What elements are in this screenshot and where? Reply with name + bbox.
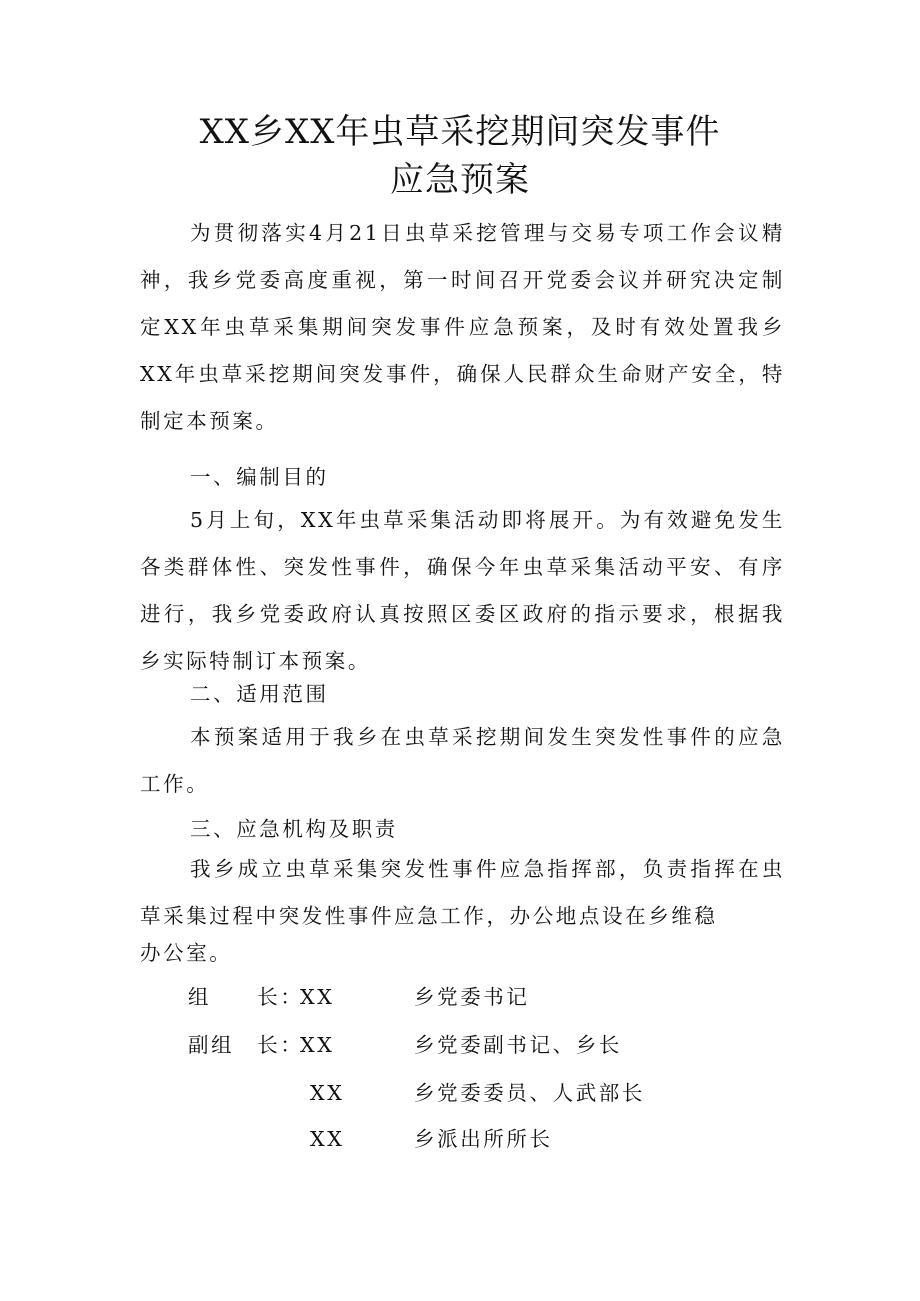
- section2-heading: 二、适用范围: [190, 682, 329, 706]
- member-name: XX: [310, 1081, 345, 1105]
- document-title-line1: XX乡XX年虫草采挖期间突发事件: [199, 112, 721, 152]
- member-name: XX: [310, 1127, 345, 1151]
- member-role: 副组 长：: [188, 1033, 304, 1057]
- member-role: 组 长：: [188, 985, 304, 1009]
- section3-paragraph-tail: 办公室。: [140, 941, 233, 965]
- member-name: XX: [300, 985, 335, 1009]
- section3-paragraph: 我乡成立虫草采集突发性事件应急指挥部，负责指挥在虫草采集过程中突发性事件应急工作，办公地点设在乡维稳: [140, 857, 785, 928]
- section2-paragraph: 本预案适用于我乡在虫草采挖期间发生突发性事件的应急工作。: [140, 725, 785, 796]
- member-post: 乡派出所所长: [414, 1127, 553, 1151]
- intro-paragraph: 为贯彻落实4月21日虫草采挖管理与交易专项工作会议精神，我乡党委高度重视，第一时间召开党委会议并研究决定制定XX年虫草采集期间突发事件应急预案，及时有效处置我乡XX年虫草采挖期间突发事件，确保人民群众生命财产安全，特制定本预案。: [140, 221, 785, 433]
- member-post: 乡党委副书记、乡长: [414, 1033, 622, 1057]
- member-name: XX: [300, 1033, 335, 1057]
- document-title-line2: 应急预案: [390, 160, 530, 200]
- member-post: 乡党委委员、人武部长: [414, 1081, 645, 1105]
- section1-paragraph: 5月上旬，XX年虫草采集活动即将展开。为有效避免发生各类群体性、突发性事件，确保今年虫草采集活动平安、有序进行，我乡党委政府认真按照区委区政府的指示要求，根据我乡实际特制订本预案。: [140, 508, 785, 673]
- section3-heading: 三、应急机构及职责: [190, 817, 398, 841]
- member-post: 乡党委书记: [414, 985, 530, 1009]
- section1-heading: 一、编制目的: [190, 465, 329, 489]
